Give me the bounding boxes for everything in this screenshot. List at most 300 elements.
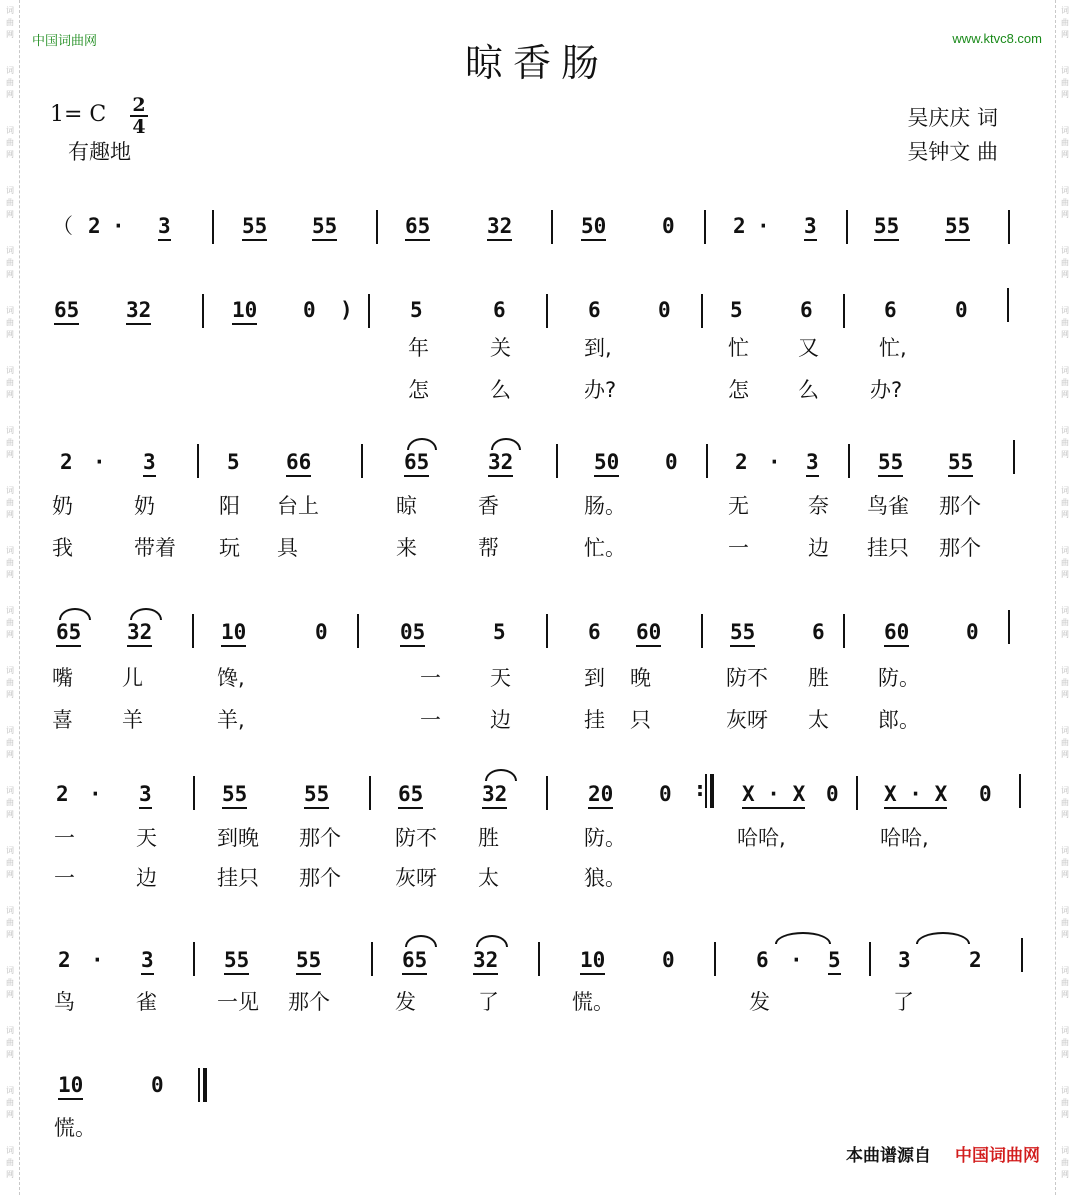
watermark-glyph: 网 (1061, 630, 1069, 639)
note: 0 (303, 298, 316, 322)
watermark-glyph: 曲 (1061, 1038, 1069, 1047)
lyric: 羊, (217, 708, 245, 732)
lyric: 灰呀 (726, 708, 768, 732)
final-barline-thick (203, 1068, 207, 1102)
dot: · (89, 782, 102, 806)
note: 5 (828, 948, 841, 975)
lyric: 那个 (299, 866, 341, 890)
note: 66 (286, 450, 311, 477)
lyric: 玩 (219, 536, 240, 560)
note: 2 (60, 450, 73, 474)
song-title: 晾香肠 (464, 41, 609, 85)
watermark-glyph: 词 (6, 6, 14, 15)
watermark-glyph: 网 (1061, 810, 1069, 819)
watermark-glyph: 词 (6, 726, 14, 735)
barline (371, 942, 373, 976)
lyric: 嘴 (52, 666, 73, 690)
note: 65 (405, 214, 430, 241)
lyric: 喜 (52, 708, 73, 732)
note: 3 (158, 214, 171, 241)
dot: · (768, 450, 781, 474)
note: 50 (581, 214, 606, 241)
watermark-glyph: 曲 (1061, 678, 1069, 687)
repeat-barline-thick (710, 774, 714, 808)
lyric: 了 (893, 990, 914, 1014)
watermark-glyph: 曲 (1061, 198, 1069, 207)
barline (546, 614, 548, 648)
watermark-glyph: 网 (6, 90, 14, 99)
watermark-glyph: 网 (6, 390, 14, 399)
lyric: 一 (420, 708, 441, 732)
note: 10 (58, 1073, 83, 1100)
note: 55 (304, 782, 329, 809)
left-watermark-strip (0, 0, 22, 1195)
lyric: 阳 (219, 494, 240, 518)
lyric: 哈哈, (880, 826, 929, 850)
note: 0 (979, 782, 992, 806)
watermark-glyph: 词 (6, 306, 14, 315)
barline (369, 776, 371, 810)
watermark-glyph: 网 (6, 570, 14, 579)
slur (130, 608, 162, 620)
note: 32 (473, 948, 498, 975)
note: 65 (402, 948, 427, 975)
barline (357, 614, 359, 648)
note: 0 (955, 298, 968, 322)
lyric: 一见 (217, 990, 259, 1014)
watermark-glyph: 网 (1061, 30, 1069, 39)
watermark-glyph: 词 (1061, 606, 1069, 615)
watermark-glyph: 词 (1061, 546, 1069, 555)
note: 65 (398, 782, 423, 809)
lyric: 台上 (277, 494, 319, 518)
watermark-glyph: 词 (6, 246, 14, 255)
lyric: 具 (277, 536, 298, 560)
watermark-glyph: 词 (6, 966, 14, 975)
lyric: 一 (728, 536, 749, 560)
lyric: 到晚 (217, 826, 259, 850)
watermark-glyph: 网 (1061, 570, 1069, 579)
note: 0 (662, 214, 675, 238)
watermark-glyph: 曲 (1061, 798, 1069, 807)
slur (476, 935, 508, 947)
lyric: 那个 (299, 826, 341, 850)
barline (1008, 210, 1010, 244)
watermark-glyph: 词 (1061, 1146, 1069, 1155)
watermark-glyph: 词 (1061, 846, 1069, 855)
barline (701, 614, 703, 648)
watermark-glyph: 曲 (6, 138, 14, 147)
watermark-glyph: 网 (6, 990, 14, 999)
watermark-glyph: 曲 (1061, 78, 1069, 87)
lyric: 关 (490, 336, 511, 360)
note: X · X (742, 782, 805, 809)
barline (538, 942, 540, 976)
note: 0 (665, 450, 678, 474)
watermark-glyph: 词 (6, 366, 14, 375)
note: 6 (812, 620, 825, 644)
barline (1013, 440, 1015, 474)
watermark-glyph: 网 (6, 1050, 14, 1059)
lyric: 边 (136, 866, 157, 890)
note: 32 (126, 298, 151, 325)
watermark-glyph: 网 (6, 630, 14, 639)
watermark-glyph: 词 (1061, 246, 1069, 255)
lyric: 边 (808, 536, 829, 560)
note: 05 (400, 620, 425, 647)
lyric: 天 (490, 666, 511, 690)
note: 60 (636, 620, 661, 647)
note: 55 (730, 620, 755, 647)
source-site-link[interactable]: 中国词曲网 (955, 1146, 1040, 1166)
watermark-glyph: 曲 (1061, 18, 1069, 27)
note: 5 (730, 298, 743, 322)
watermark-glyph: 词 (1061, 906, 1069, 915)
barline (869, 942, 871, 976)
watermark-glyph: 曲 (6, 318, 14, 327)
lyric: 防不 (395, 826, 437, 850)
lyric: 狼。 (584, 866, 626, 890)
lyric: 晾 (396, 494, 417, 518)
repeat-dots: : (696, 777, 704, 801)
note: 55 (222, 782, 247, 809)
barline (846, 210, 848, 244)
dot: · (112, 214, 125, 238)
note: 6 (588, 298, 601, 322)
lyric: 馋, (217, 666, 245, 690)
watermark-glyph: 词 (6, 126, 14, 135)
barline (714, 942, 716, 976)
lyric: 胜 (808, 666, 829, 690)
lyric: 太 (808, 708, 829, 732)
dot: · (757, 214, 770, 238)
barline (848, 444, 850, 478)
site-url: www.ktvc8.com (952, 31, 1042, 46)
watermark-glyph: 曲 (6, 798, 14, 807)
note: 65 (54, 298, 79, 325)
note: 3 (139, 782, 152, 809)
lyric: 哈哈, (737, 826, 786, 850)
note: 0 (659, 782, 672, 806)
watermark-glyph: 曲 (6, 498, 14, 507)
barline (701, 294, 703, 328)
slur (491, 438, 521, 450)
lyric: 防。 (878, 666, 920, 690)
note: 5 (410, 298, 423, 322)
barline (361, 444, 363, 478)
lyric: 太 (478, 866, 499, 890)
watermark-glyph: 词 (6, 426, 14, 435)
watermark-glyph: 词 (1061, 306, 1069, 315)
watermark-glyph: 曲 (6, 618, 14, 627)
note: 6 (493, 298, 506, 322)
watermark-glyph: 词 (6, 606, 14, 615)
paren-close: ) (340, 298, 353, 322)
watermark-glyph: 曲 (6, 438, 14, 447)
note: 0 (826, 782, 839, 806)
barline (202, 294, 204, 328)
tie (775, 932, 831, 944)
watermark-glyph: 词 (1061, 186, 1069, 195)
watermark-glyph: 曲 (1061, 918, 1069, 927)
lyric: 奶 (52, 494, 73, 518)
watermark-glyph: 曲 (6, 978, 14, 987)
lyric: 办? (584, 378, 617, 402)
note: 3 (898, 948, 911, 972)
slur (59, 608, 91, 620)
barline (546, 776, 548, 810)
watermark-glyph: 词 (1061, 426, 1069, 435)
lyric: 我 (52, 536, 73, 560)
watermark-glyph: 网 (1061, 90, 1069, 99)
lyric: 边 (490, 708, 511, 732)
lyric: 肠。 (584, 494, 626, 518)
watermark-glyph: 曲 (6, 258, 14, 267)
watermark-glyph: 网 (6, 1170, 14, 1179)
lyric: 无 (728, 494, 749, 518)
note: 55 (296, 948, 321, 975)
lyric: 挂只 (217, 866, 259, 890)
note: X · X (884, 782, 947, 809)
watermark-glyph: 曲 (6, 738, 14, 747)
watermark-glyph: 网 (1061, 990, 1069, 999)
slur (485, 769, 517, 781)
watermark-glyph: 网 (1061, 690, 1069, 699)
note: 3 (806, 450, 819, 477)
watermark-glyph: 词 (1061, 786, 1069, 795)
watermark-glyph: 曲 (6, 558, 14, 567)
watermark-glyph: 词 (6, 786, 14, 795)
watermark-glyph: 词 (1061, 726, 1069, 735)
watermark-glyph: 词 (6, 1146, 14, 1155)
lyric: 香 (478, 494, 499, 518)
barline (1019, 774, 1021, 808)
lyric: 雀 (136, 990, 157, 1014)
watermark-glyph: 词 (1061, 966, 1069, 975)
lyric: 那个 (939, 494, 981, 518)
lyric: 带着 (134, 536, 176, 560)
lyric: 慌。 (572, 990, 614, 1014)
barline (843, 294, 845, 328)
watermark-glyph: 曲 (6, 678, 14, 687)
watermark-glyph: 词 (1061, 486, 1069, 495)
barline (1008, 610, 1010, 644)
lyric: 忙 (728, 336, 749, 360)
note: 55 (312, 214, 337, 241)
note: 2 (58, 948, 71, 972)
note: 5 (493, 620, 506, 644)
barline (193, 776, 195, 810)
note: 55 (242, 214, 267, 241)
note: 3 (804, 214, 817, 241)
note: 0 (315, 620, 328, 644)
watermark-glyph: 网 (6, 210, 14, 219)
watermark-glyph: 网 (1061, 750, 1069, 759)
time-signature (130, 96, 148, 136)
barline (556, 444, 558, 478)
watermark-glyph: 曲 (1061, 1098, 1069, 1107)
time-bottom: 4 (132, 116, 146, 138)
note: 0 (966, 620, 979, 644)
lyric: 天 (136, 826, 157, 850)
watermark-glyph: 词 (6, 1086, 14, 1095)
note: 10 (221, 620, 246, 647)
lyric: 鸟雀 (867, 494, 909, 518)
watermark-glyph: 词 (1061, 6, 1069, 15)
note: 20 (588, 782, 613, 809)
note: 55 (224, 948, 249, 975)
lyric: 忙。 (584, 536, 626, 560)
watermark-glyph: 曲 (1061, 258, 1069, 267)
source-label: 本曲谱源自 (846, 1146, 931, 1166)
note: 50 (594, 450, 619, 477)
barline (1007, 288, 1009, 322)
watermark-glyph: 网 (6, 870, 14, 879)
dot: · (93, 450, 106, 474)
barline (843, 614, 845, 648)
lyric: 挂只 (867, 536, 909, 560)
watermark-glyph: 词 (1061, 66, 1069, 75)
watermark-glyph: 曲 (6, 1098, 14, 1107)
dot: · (790, 948, 803, 972)
note: 3 (143, 450, 156, 477)
watermark-glyph: 网 (6, 810, 14, 819)
watermark-glyph: 网 (1061, 210, 1069, 219)
watermark-glyph: 网 (1061, 510, 1069, 519)
note: 10 (580, 948, 605, 975)
watermark-glyph: 曲 (6, 858, 14, 867)
watermark-glyph: 网 (1061, 870, 1069, 879)
barline (1021, 938, 1023, 972)
note: 10 (232, 298, 257, 325)
lyric: 年 (408, 336, 429, 360)
watermark-glyph: 网 (6, 1110, 14, 1119)
lyric: 奈 (808, 494, 829, 518)
lyric: 来 (396, 536, 417, 560)
note: 2 (735, 450, 748, 474)
tie (916, 932, 970, 944)
barline (212, 210, 214, 244)
barline (193, 942, 195, 976)
lyric: 么 (490, 378, 511, 402)
lyric: 那个 (288, 990, 330, 1014)
watermark-glyph: 曲 (1061, 618, 1069, 627)
note: 32 (487, 214, 512, 241)
watermark-glyph: 网 (6, 450, 14, 459)
barline (546, 294, 548, 328)
paren-open: （ (52, 214, 73, 238)
watermark-glyph: 词 (1061, 666, 1069, 675)
lyric: 那个 (939, 536, 981, 560)
lyric: 胜 (478, 826, 499, 850)
lyric: 怎 (408, 378, 429, 402)
watermark-glyph: 曲 (6, 1038, 14, 1047)
lyric: 怎 (728, 378, 749, 402)
watermark-glyph: 网 (1061, 1110, 1069, 1119)
watermark-glyph: 曲 (1061, 138, 1069, 147)
watermark-glyph: 词 (6, 186, 14, 195)
note: 2 (969, 948, 982, 972)
watermark-glyph: 网 (1061, 450, 1069, 459)
slur (405, 935, 437, 947)
note: 32 (482, 782, 507, 809)
lyric: 灰呀 (395, 866, 437, 890)
barline (704, 210, 706, 244)
lyric: 到, (584, 336, 612, 360)
lyric: 到 (584, 666, 605, 690)
watermark-glyph: 曲 (6, 78, 14, 87)
watermark-glyph: 网 (6, 150, 14, 159)
lyric: 办? (870, 378, 903, 402)
watermark-glyph: 曲 (6, 378, 14, 387)
watermark-glyph: 词 (1061, 126, 1069, 135)
note: 65 (404, 450, 429, 477)
lyricist-credit: 吴庆庆 词 (907, 106, 998, 130)
lyric: 防。 (584, 826, 626, 850)
watermark-glyph: 词 (1061, 1086, 1069, 1095)
note: 6 (884, 298, 897, 322)
note: 65 (56, 620, 81, 647)
watermark-glyph: 网 (6, 30, 14, 39)
watermark-glyph: 网 (6, 330, 14, 339)
watermark-glyph: 网 (6, 750, 14, 759)
barline (376, 210, 378, 244)
note: 55 (878, 450, 903, 477)
lyric: 慌。 (54, 1116, 96, 1140)
watermark-glyph: 词 (1061, 366, 1069, 375)
watermark-glyph: 网 (1061, 330, 1069, 339)
lyric: 晚 (630, 666, 651, 690)
barline (856, 776, 858, 810)
note: 60 (884, 620, 909, 647)
slur (407, 438, 437, 450)
watermark-glyph: 曲 (1061, 1158, 1069, 1167)
lyric: 一 (420, 666, 441, 690)
tempo-marking: 有趣地 (68, 140, 131, 164)
composer-credit: 吴钟文 曲 (907, 140, 998, 164)
lyric: 只 (630, 708, 651, 732)
lyric: 鸟 (54, 990, 75, 1014)
time-top: 2 (132, 94, 146, 116)
right-dashed-line (1055, 0, 1057, 1195)
barline (551, 210, 553, 244)
note: 55 (945, 214, 970, 241)
watermark-glyph: 词 (6, 546, 14, 555)
barline (192, 614, 194, 648)
lyric: 忙, (879, 336, 907, 360)
watermark-glyph: 词 (6, 66, 14, 75)
watermark-glyph: 曲 (6, 1158, 14, 1167)
barline (197, 444, 199, 478)
watermark-glyph: 网 (1061, 150, 1069, 159)
watermark-glyph: 曲 (1061, 558, 1069, 567)
watermark-glyph: 曲 (6, 18, 14, 27)
watermark-glyph: 曲 (1061, 738, 1069, 747)
lyric: 一 (54, 866, 75, 890)
lyric: 发 (749, 990, 770, 1014)
note: 55 (948, 450, 973, 477)
watermark-glyph: 网 (1061, 1170, 1069, 1179)
note: 0 (662, 948, 675, 972)
site-name-left: 中国词曲网 (32, 34, 98, 49)
right-watermark-strip (1052, 0, 1074, 1195)
note: 32 (127, 620, 152, 647)
lyric: 防不 (726, 666, 768, 690)
lyric: 么 (798, 378, 819, 402)
watermark-glyph: 词 (1061, 1026, 1069, 1035)
dot: · (91, 948, 104, 972)
watermark-glyph: 网 (1061, 390, 1069, 399)
